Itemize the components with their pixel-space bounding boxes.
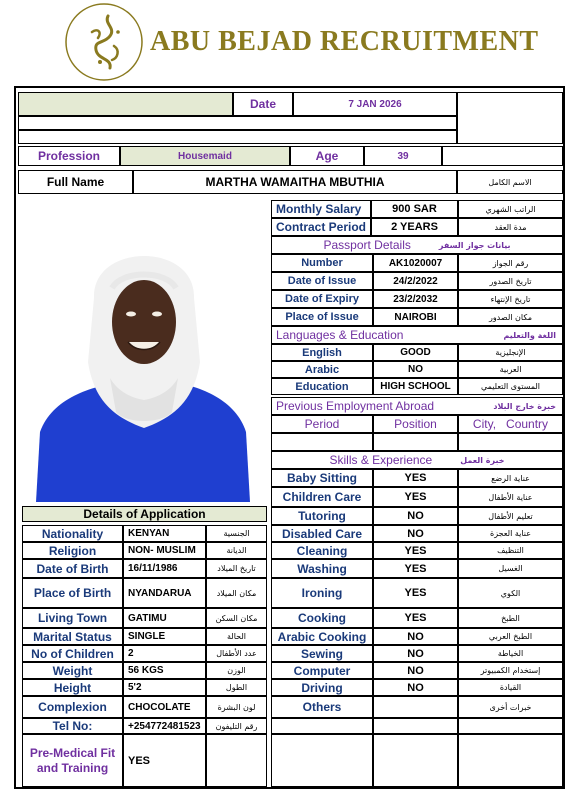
application-label: Living Town xyxy=(22,608,123,628)
passport-section-header xyxy=(271,236,563,254)
pre-medical-label: Pre-Medical Fit and Training xyxy=(22,734,123,787)
skill-label: Baby Sitting xyxy=(271,469,373,487)
skills-blank-cell xyxy=(373,718,458,734)
skill-label: Cooking xyxy=(271,608,373,628)
skill-label: Arabic Cooking xyxy=(271,628,373,645)
date-value: 7 JAN 2026 xyxy=(293,92,457,116)
employment-position-cell xyxy=(373,433,458,451)
passport-title-arabic: بيانات جواز السفر xyxy=(438,240,511,250)
skill-label: Ironing xyxy=(271,578,373,608)
education-arabic: المستوى التعليمي xyxy=(458,378,563,395)
application-label: Height xyxy=(22,679,123,696)
english-arabic: الإنجليزية xyxy=(458,344,563,361)
skill-value: YES xyxy=(373,578,458,608)
skill-label: Computer xyxy=(271,662,373,679)
application-value: 56 KGS xyxy=(123,662,206,679)
skill-value: NO xyxy=(373,662,458,679)
applicant-photo xyxy=(22,202,267,502)
skill-arabic: عناية الأطفال xyxy=(458,487,563,507)
top-left-blank xyxy=(18,92,233,116)
application-arabic: لون البشرة xyxy=(206,696,267,718)
skills-blank-cell xyxy=(271,734,373,787)
application-arabic: تاريخ الميلاد xyxy=(206,559,267,578)
languages-title: Languages & Education xyxy=(276,328,404,342)
profession-row-blank xyxy=(442,146,563,166)
passport-title: Passport Details xyxy=(323,238,411,252)
application-arabic: الوزن xyxy=(206,662,267,679)
languages-section-header xyxy=(271,326,563,344)
skills-blank-cell xyxy=(271,718,373,734)
employment-period-cell xyxy=(271,433,373,451)
skill-value: YES xyxy=(373,608,458,628)
skills-blank-cell xyxy=(373,734,458,787)
salary-value: 900 SAR xyxy=(371,200,458,218)
skill-arabic: إستخدام الكمبيوتر xyxy=(458,662,563,679)
application-title: Details of Application xyxy=(22,506,267,522)
contract-period-value: 2 YEARS xyxy=(371,218,458,236)
education-value: HIGH SCHOOL xyxy=(373,378,458,395)
skills-blank-cell xyxy=(458,718,563,734)
application-label: No of Children xyxy=(22,645,123,662)
employment-country-header: City, Country xyxy=(458,415,563,433)
skill-value: NO xyxy=(373,645,458,662)
full-name-arabic: الاسم الكامل xyxy=(457,170,563,194)
arabic-label: Arabic xyxy=(271,361,373,378)
skill-arabic: الخياطة xyxy=(458,645,563,662)
expiry-date-value: 23/2/2032 xyxy=(373,290,458,308)
application-value: 5'2 xyxy=(123,679,206,696)
application-value: SINGLE xyxy=(123,628,206,645)
skill-value: YES xyxy=(373,542,458,559)
skill-label: Children Care xyxy=(271,487,373,507)
skill-label: Disabled Care xyxy=(271,525,373,542)
pre-medical-arabic-blank xyxy=(206,734,267,787)
skill-label: Others xyxy=(271,696,373,718)
application-value: NON- MUSLIM xyxy=(123,542,206,559)
issue-date-value: 24/2/2022 xyxy=(373,272,458,290)
issue-date-arabic: تاريخ الصدور xyxy=(458,272,563,290)
salary-arabic: الراتب الشهري xyxy=(458,200,563,218)
employment-title-arabic: خبرة خارج البلاد xyxy=(493,401,556,411)
application-arabic: عدد الأطفال xyxy=(206,645,267,662)
employment-position-header: Position xyxy=(373,415,458,433)
application-arabic: الديانة xyxy=(206,542,267,559)
application-arabic: مكان السكن xyxy=(206,608,267,628)
contract-period-arabic: مدة العقد xyxy=(458,218,563,236)
issue-date-label: Date of Issue xyxy=(271,272,373,290)
pre-medical-value: YES xyxy=(123,734,206,787)
skill-label: Tutoring xyxy=(271,507,373,525)
application-value: NYANDARUA xyxy=(123,578,206,608)
expiry-date-label: Date of Expiry xyxy=(271,290,373,308)
place-of-issue-arabic: مكان الصدور xyxy=(458,308,563,326)
skill-arabic: عناية العجزة xyxy=(458,525,563,542)
skill-value: NO xyxy=(373,679,458,696)
age-label: Age xyxy=(290,146,364,166)
application-arabic: رقم التليفون xyxy=(206,718,267,734)
application-label: Complexion xyxy=(22,696,123,718)
skill-value xyxy=(373,696,458,718)
passport-number-label: Number xyxy=(271,254,373,272)
skill-arabic: عناية الرضع xyxy=(458,469,563,487)
skills-section-header xyxy=(271,451,563,469)
employment-title: Previous Employment Abroad xyxy=(276,399,435,413)
skills-blank-cell xyxy=(458,734,563,787)
application-label: Place of Birth xyxy=(22,578,123,608)
application-arabic: مكان الميلاد xyxy=(206,578,267,608)
application-label: Date of Birth xyxy=(22,559,123,578)
skill-value: NO xyxy=(373,525,458,542)
place-of-issue-value: NAIROBI xyxy=(373,308,458,326)
skill-label: Cleaning xyxy=(271,542,373,559)
application-arabic: الحالة xyxy=(206,628,267,645)
skill-value: YES xyxy=(373,559,458,578)
application-arabic: الجنسية xyxy=(206,525,267,542)
passport-number-value: AK1020007 xyxy=(373,254,458,272)
application-value: +254772481523 xyxy=(123,718,206,734)
salary-label: Monthly Salary xyxy=(271,200,371,218)
contract-period-label: Contract Period xyxy=(271,218,371,236)
education-label: Education xyxy=(271,378,373,395)
application-label: Nationality xyxy=(22,525,123,542)
calligraphy-logo-icon xyxy=(64,2,144,82)
expiry-date-arabic: تاريخ الإنتهاء xyxy=(458,290,563,308)
skill-arabic: الغسيل xyxy=(458,559,563,578)
skill-label: Driving xyxy=(271,679,373,696)
arabic-value: NO xyxy=(373,361,458,378)
top-right-box xyxy=(457,92,563,144)
employment-country-cell xyxy=(458,433,563,451)
skill-arabic: التنظيف xyxy=(458,542,563,559)
skill-label: Sewing xyxy=(271,645,373,662)
skill-label: Washing xyxy=(271,559,373,578)
profession-label: Profession xyxy=(18,146,120,166)
application-value: KENYAN xyxy=(123,525,206,542)
application-label: Religion xyxy=(22,542,123,559)
skill-value: YES xyxy=(373,469,458,487)
english-value: GOOD xyxy=(373,344,458,361)
skill-value: NO xyxy=(373,507,458,525)
profession-value: Housemaid xyxy=(120,146,290,166)
date-label: Date xyxy=(233,92,293,116)
full-name-label: Full Name xyxy=(18,170,133,194)
application-value: 2 xyxy=(123,645,206,662)
languages-title-arabic: اللغة والتعليم xyxy=(503,330,556,340)
brand-name: ABU BEJAD RECRUITMENT xyxy=(150,26,539,57)
skill-value: NO xyxy=(373,628,458,645)
skills-title: Skills & Experience xyxy=(329,453,433,467)
employment-section-header xyxy=(271,397,563,415)
skill-arabic: القيادة xyxy=(458,679,563,696)
application-value: CHOCOLATE xyxy=(123,696,206,718)
application-label: Marital Status xyxy=(22,628,123,645)
page-header xyxy=(0,0,575,86)
blank-row-1 xyxy=(18,116,457,130)
place-of-issue-label: Place of Issue xyxy=(271,308,373,326)
skill-arabic: خبرات أخرى xyxy=(458,696,563,718)
full-name-value: MARTHA WAMAITHA MBUTHIA xyxy=(133,170,457,194)
age-value: 39 xyxy=(364,146,442,166)
application-label: Tel No: xyxy=(22,718,123,734)
application-label: Weight xyxy=(22,662,123,679)
skill-arabic: الطبخ xyxy=(458,608,563,628)
employment-period-header: Period xyxy=(271,415,373,433)
application-value: GATIMU xyxy=(123,608,206,628)
application-value: 16/11/1986 xyxy=(123,559,206,578)
skill-arabic: تعليم الأطفال xyxy=(458,507,563,525)
skill-arabic: الطبخ العربي xyxy=(458,628,563,645)
arabic-arabic: العربية xyxy=(458,361,563,378)
skill-value: YES xyxy=(373,487,458,507)
cv-sheet xyxy=(14,86,565,789)
skill-arabic: الكوي xyxy=(458,578,563,608)
blank-row-2 xyxy=(18,130,457,144)
passport-number-arabic: رقم الجواز xyxy=(458,254,563,272)
application-arabic: الطول xyxy=(206,679,267,696)
english-label: English xyxy=(271,344,373,361)
skills-title-arabic: خبرة العمل xyxy=(460,455,505,465)
